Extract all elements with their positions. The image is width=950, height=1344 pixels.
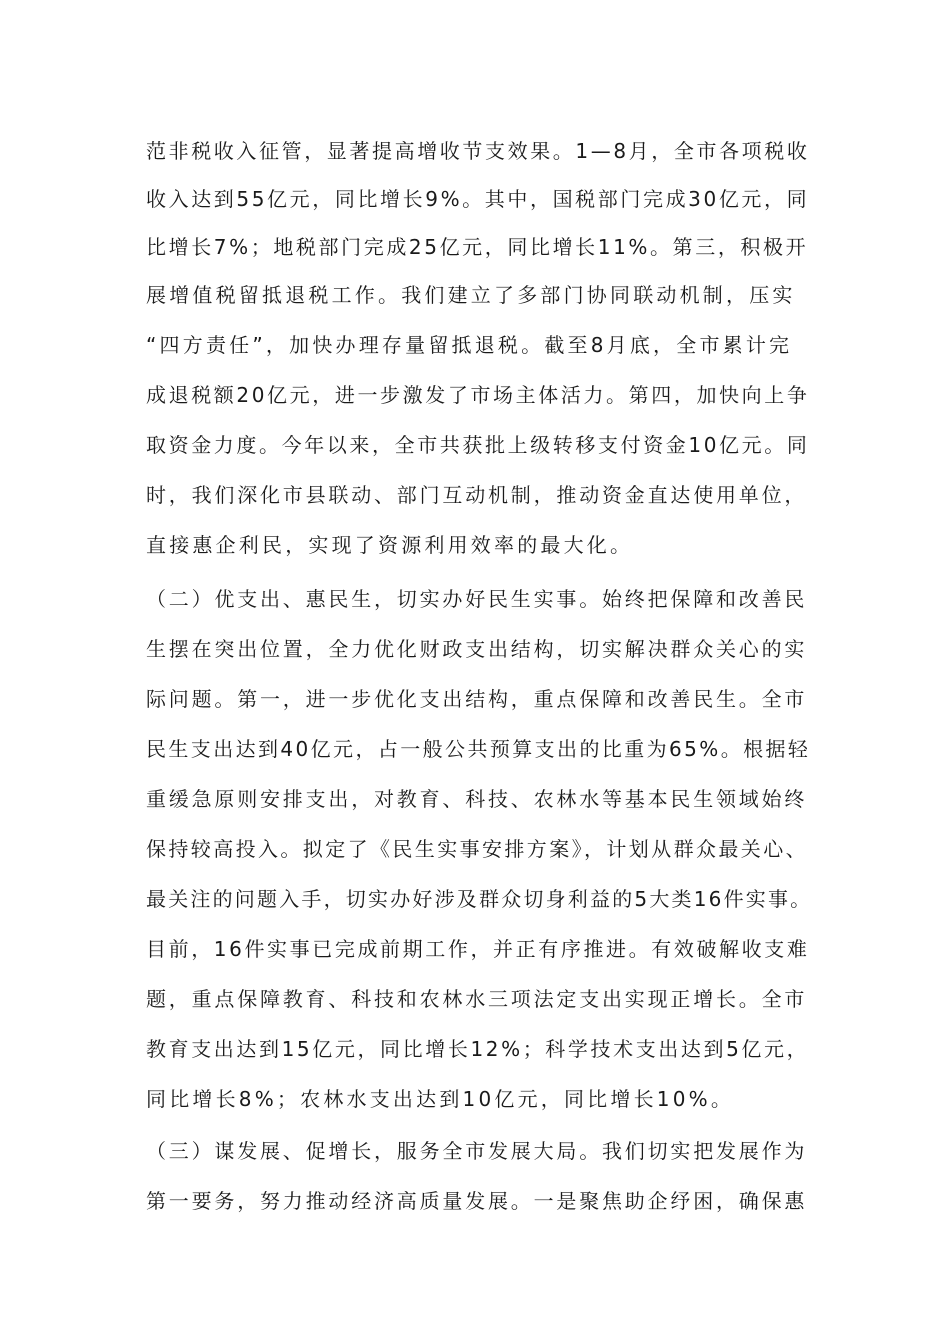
text-line: 民生支出达到40亿元，占一般公共预算支出的比重为65%。根据轻 xyxy=(146,737,811,761)
text-line: 保持较高投入。拟定了《民生实事安排方案》，计划从群众最关心、 xyxy=(146,837,808,861)
text-line: 比增长7%；地税部门完成25亿元，同比增长11%。第三，积极开 xyxy=(146,235,809,259)
text-line: 直接惠企利民，实现了资源利用效率的最大化。 xyxy=(146,533,634,557)
text-line: 重缓急原则安排支出，对教育、科技、农林水等基本民生领域始终 xyxy=(146,787,808,811)
text-line: 同比增长8%；农林水支出达到10亿元，同比增长10%。 xyxy=(146,1087,735,1111)
text-line: 范非税收入征管，显著提高增收节支效果。1—8月，全市各项税收 xyxy=(146,139,810,163)
text-line: 目前，16件实事已完成前期工作，并正有序推进。有效破解收支难 xyxy=(146,937,810,961)
text-line: “四方责任”，加快办理存量留抵退税。截至8月底，全市累计完 xyxy=(146,333,793,357)
paragraph-heading: （二）优支出、惠民生，切实办好民生实事。始终把保障和改善民 xyxy=(146,587,808,611)
paragraph-heading: （三）谋发展、促增长，服务全市发展大局。我们切实把发展作为 xyxy=(146,1139,808,1163)
text-line: 收入达到55亿元，同比增长9%。其中，国税部门完成30亿元，同 xyxy=(146,187,810,211)
text-line: 第一要务，努力推动经济高质量发展。一是聚焦助企纾困，确保惠 xyxy=(146,1189,808,1213)
text-line: 最关注的问题入手，切实办好涉及群众切身利益的5大类16件实事。 xyxy=(146,887,813,911)
text-line: 生摆在突出位置，全力优化财政支出结构，切实解决群众关心的实 xyxy=(146,637,808,661)
text-line: 取资金力度。今年以来，全市共获批上级转移支付资金10亿元。同 xyxy=(146,433,810,457)
text-line: 时，我们深化市县联动、部门互动机制，推动资金直达使用单位， xyxy=(146,483,808,507)
text-line: 题，重点保障教育、科技和农林水三项法定支出实现正增长。全市 xyxy=(146,987,808,1011)
text-line: 际问题。第一，进一步优化支出结构，重点保障和改善民生。全市 xyxy=(146,687,808,711)
text-line: 教育支出达到15亿元，同比增长12%；科学技术支出达到5亿元， xyxy=(146,1037,810,1061)
text-line: 展增值税留抵退税工作。我们建立了多部门协同联动机制，压实 xyxy=(146,283,796,307)
text-line: 成退税额20亿元，进一步激发了市场主体活力。第四，加快向上争 xyxy=(146,383,810,407)
